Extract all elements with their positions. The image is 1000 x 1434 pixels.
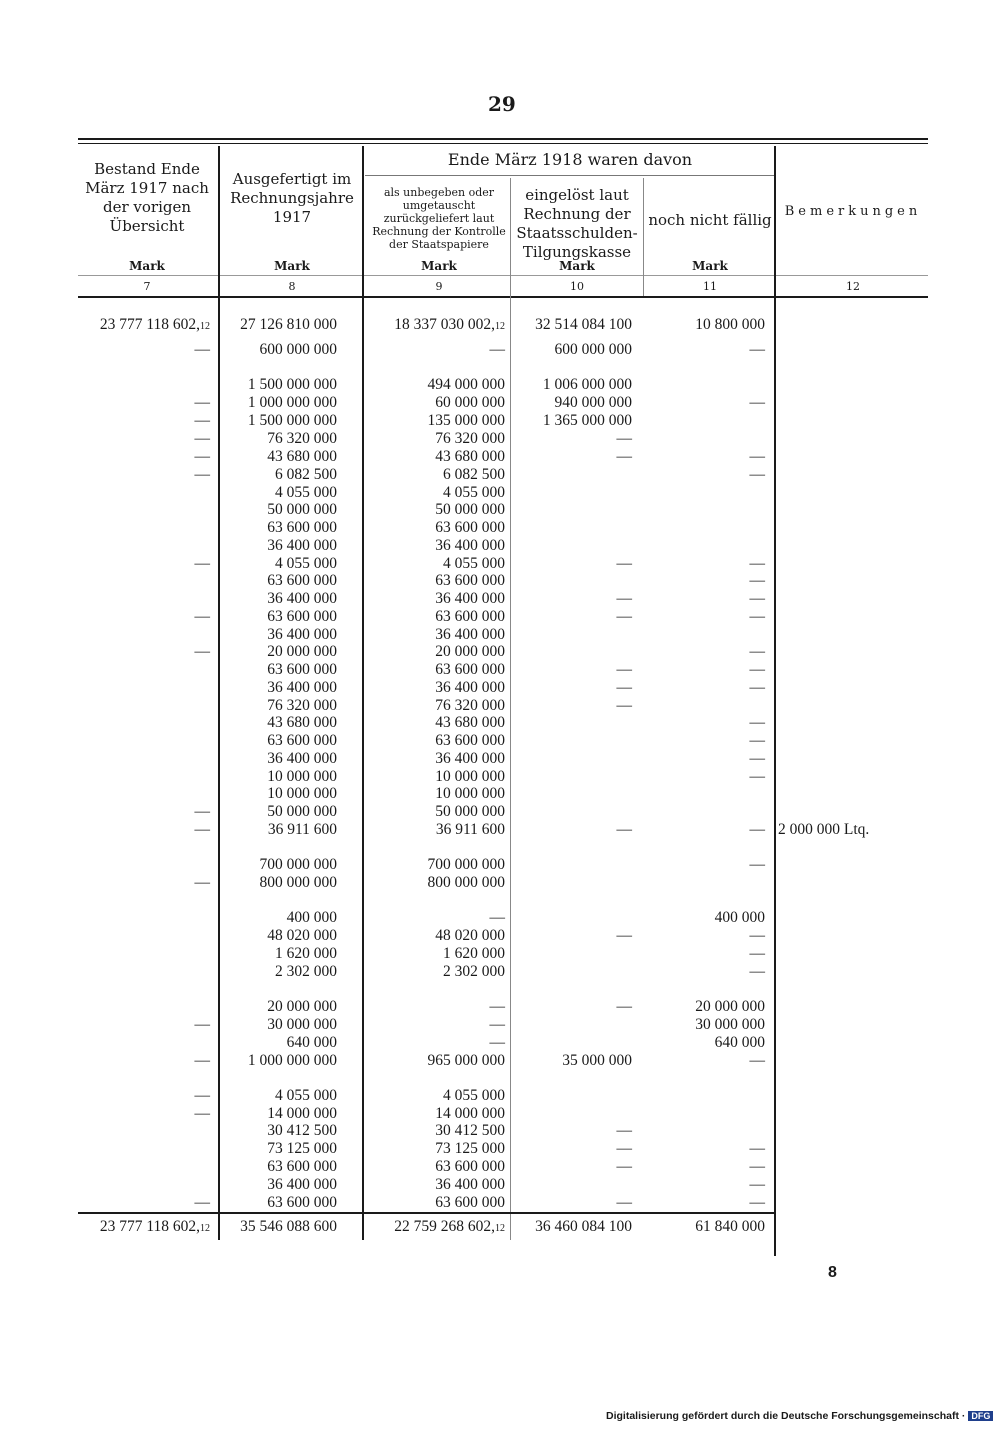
cell-col7: 23 777 118 602,12 xyxy=(99,316,210,333)
table-row xyxy=(0,927,1000,945)
cell-col10: — xyxy=(616,608,632,625)
header-col9: als unbegeben oder umgetauscht zurückgeliefert laut Rechnung der Kontrolle der Staatspapiere xyxy=(372,186,506,251)
cell-col7: — xyxy=(194,874,210,891)
cell-col9: 63 600 000 xyxy=(435,1158,505,1175)
vrule-10-11 xyxy=(643,178,644,296)
signature-number: 8 xyxy=(828,1264,837,1281)
cell-col9: 36 400 000 xyxy=(435,1176,505,1193)
cell-col10: — xyxy=(616,697,632,714)
cell-col9: 4 055 000 xyxy=(443,555,505,572)
cell-col9: — xyxy=(489,1034,505,1051)
cell-col8: 4 055 000 xyxy=(275,555,337,572)
cell-col9: 63 600 000 xyxy=(435,1194,505,1211)
table-row xyxy=(0,803,1000,821)
table-row xyxy=(0,856,1000,874)
table-row xyxy=(0,341,1000,359)
cell-col8: 1 500 000 000 xyxy=(247,412,337,429)
cell-col8: 20 000 000 xyxy=(267,643,337,660)
cell-col9: 20 000 000 xyxy=(435,643,505,660)
cell-col8: 10 000 000 xyxy=(267,768,337,785)
cell-col11: — xyxy=(749,1194,765,1211)
table-row xyxy=(0,963,1000,981)
cell-col8: 36 911 600 xyxy=(267,821,337,838)
cell-col11: — xyxy=(749,1158,765,1175)
cell-col11: 20 000 000 xyxy=(695,998,765,1015)
cell-col8: 1 000 000 000 xyxy=(247,394,337,411)
cell-col8: 76 320 000 xyxy=(267,430,337,447)
cell-col9: — xyxy=(489,998,505,1015)
table-row xyxy=(0,998,1000,1016)
cell-col8: 4 055 000 xyxy=(275,484,337,501)
unit-col9: Mark xyxy=(421,259,457,273)
header-rule xyxy=(78,296,928,298)
cell-col8: 2 302 000 xyxy=(275,963,337,980)
table-row xyxy=(0,316,1000,334)
cell-col8: 700 000 000 xyxy=(259,856,337,873)
cell-col10: — xyxy=(616,1158,632,1175)
cell-col8: 63 600 000 xyxy=(267,572,337,589)
cell-col9: — xyxy=(489,1016,505,1033)
table-row xyxy=(0,519,1000,537)
cell-col7: — xyxy=(194,821,210,838)
cell-col9: 700 000 000 xyxy=(427,856,505,873)
total-col10: 36 460 084 100 xyxy=(535,1218,632,1235)
table-row xyxy=(0,1176,1000,1194)
table-row xyxy=(0,1194,1000,1212)
top-rule-thin xyxy=(78,143,928,144)
cell-col11: 30 000 000 xyxy=(695,1016,765,1033)
table-row xyxy=(0,394,1000,412)
cell-col9: 36 400 000 xyxy=(435,750,505,767)
cell-col11: — xyxy=(749,1140,765,1157)
cell-col7: — xyxy=(194,643,210,660)
table-row xyxy=(0,537,1000,555)
cell-col8: 36 400 000 xyxy=(267,590,337,607)
cell-col11: — xyxy=(749,732,765,749)
cell-col8: 400 000 xyxy=(286,909,337,926)
cell-col8: 27 126 810 000 xyxy=(240,316,337,333)
table-row xyxy=(0,430,1000,448)
unit-col11: Mark xyxy=(692,259,728,273)
cell-col8: 50 000 000 xyxy=(267,501,337,518)
cell-col7: — xyxy=(194,555,210,572)
colno-7: 7 xyxy=(143,280,151,293)
cell-col8: 63 600 000 xyxy=(267,519,337,536)
cell-col11: — xyxy=(749,555,765,572)
cell-col9: 494 000 000 xyxy=(427,376,505,393)
cell-col7: — xyxy=(194,430,210,447)
cell-col8: 48 020 000 xyxy=(267,927,337,944)
cell-col9: 43 680 000 xyxy=(435,448,505,465)
table-row xyxy=(0,376,1000,394)
cell-col11: — xyxy=(749,448,765,465)
header-group: Ende März 1918 waren davon xyxy=(447,150,693,169)
table-row xyxy=(0,714,1000,732)
cell-col11: — xyxy=(749,643,765,660)
table-row xyxy=(0,608,1000,626)
table-row xyxy=(0,1158,1000,1176)
cell-col9: — xyxy=(489,909,505,926)
table-row xyxy=(0,501,1000,519)
table-row xyxy=(0,643,1000,661)
cell-col11: — xyxy=(749,768,765,785)
cell-col7: — xyxy=(194,1052,210,1069)
table-row xyxy=(0,661,1000,679)
cell-col7: — xyxy=(194,466,210,483)
table-row xyxy=(0,1016,1000,1034)
cell-col10: — xyxy=(616,590,632,607)
cell-col9: 14 000 000 xyxy=(435,1105,505,1122)
page-number: 29 xyxy=(488,92,516,116)
cell-col9: 73 125 000 xyxy=(435,1140,505,1157)
total-col11: 61 840 000 xyxy=(695,1218,765,1235)
cell-col8: 30 000 000 xyxy=(267,1016,337,1033)
cell-col9: 60 000 000 xyxy=(435,394,505,411)
cell-col9: 36 400 000 xyxy=(435,679,505,696)
cell-col10: — xyxy=(616,1194,632,1211)
cell-col9: 30 412 500 xyxy=(435,1122,505,1139)
header-col8: Ausgefertigt im Rechnungsjahre 1917 xyxy=(230,170,354,226)
cell-col8: 20 000 000 xyxy=(267,998,337,1015)
cell-col10: — xyxy=(616,1122,632,1139)
cell-col11: — xyxy=(749,590,765,607)
cell-col8: 800 000 000 xyxy=(259,874,337,891)
cell-col11: — xyxy=(749,394,765,411)
table-row xyxy=(0,1034,1000,1052)
cell-col10: — xyxy=(616,821,632,838)
table-row xyxy=(0,1052,1000,1070)
cell-col9: 36 911 600 xyxy=(435,821,505,838)
cell-col8: 43 680 000 xyxy=(267,714,337,731)
colno-8: 8 xyxy=(288,280,296,293)
cell-col7: — xyxy=(194,1105,210,1122)
cell-col8: 36 400 000 xyxy=(267,626,337,643)
cell-col8: 36 400 000 xyxy=(267,750,337,767)
table-row xyxy=(0,697,1000,715)
table-row xyxy=(0,821,1000,839)
cell-col7: — xyxy=(194,341,210,358)
cell-col10: 1 365 000 000 xyxy=(542,412,632,429)
cell-col8: 63 600 000 xyxy=(267,661,337,678)
cell-col8: 14 000 000 xyxy=(267,1105,337,1122)
cell-col11: — xyxy=(749,945,765,962)
total-col9: 22 759 268 602,12 xyxy=(394,1218,505,1235)
cell-col8: 63 600 000 xyxy=(267,608,337,625)
table-row xyxy=(0,785,1000,803)
table-row xyxy=(0,1140,1000,1158)
table-row xyxy=(0,1105,1000,1123)
cell-col10: 940 000 000 xyxy=(554,394,632,411)
unit-col7: Mark xyxy=(129,259,165,273)
cell-col9: 63 600 000 xyxy=(435,661,505,678)
cell-col9: 63 600 000 xyxy=(435,572,505,589)
cell-col8: 36 400 000 xyxy=(267,537,337,554)
cell-col9: 2 302 000 xyxy=(443,963,505,980)
cell-col10: — xyxy=(616,430,632,447)
cell-col9: 36 400 000 xyxy=(435,590,505,607)
cell-col9: 10 000 000 xyxy=(435,785,505,802)
cell-col9: 800 000 000 xyxy=(427,874,505,891)
cell-col8: 63 600 000 xyxy=(267,1158,337,1175)
cell-col10: 32 514 084 100 xyxy=(535,316,632,333)
table-row xyxy=(0,448,1000,466)
cell-col8: 30 412 500 xyxy=(267,1122,337,1139)
cell-col11: — xyxy=(749,608,765,625)
cell-col9: 76 320 000 xyxy=(435,430,505,447)
cell-col10: — xyxy=(616,661,632,678)
table-row xyxy=(0,1087,1000,1105)
cell-col11: — xyxy=(749,963,765,980)
cell-col11: 10 800 000 xyxy=(695,316,765,333)
cell-col10: — xyxy=(616,1140,632,1157)
totals-rule xyxy=(78,1212,776,1214)
cell-col11: — xyxy=(749,927,765,944)
table-row xyxy=(0,732,1000,750)
top-rule xyxy=(78,138,928,140)
table-row xyxy=(0,412,1000,430)
cell-col7: — xyxy=(194,394,210,411)
cell-col8: 50 000 000 xyxy=(267,803,337,820)
cell-col8: 76 320 000 xyxy=(267,697,337,714)
colno-9: 9 xyxy=(435,280,443,293)
cell-col8: 1 000 000 000 xyxy=(247,1052,337,1069)
colno-10: 10 xyxy=(570,280,584,293)
header-col7: Bestand Ende März 1917 nach der vorigen Übersicht xyxy=(85,160,209,235)
cell-col8: 6 082 500 xyxy=(275,466,337,483)
header-col12: Bemerkungen xyxy=(784,204,922,219)
cell-col8: 63 600 000 xyxy=(267,732,337,749)
cell-col11: — xyxy=(749,466,765,483)
cell-col11: — xyxy=(749,821,765,838)
total-col8: 35 546 088 600 xyxy=(240,1218,337,1235)
cell-col8: 36 400 000 xyxy=(267,1176,337,1193)
cell-col9: 50 000 000 xyxy=(435,501,505,518)
cell-col9: 18 337 030 002,12 xyxy=(394,316,505,333)
table-row xyxy=(0,555,1000,573)
table-row xyxy=(0,874,1000,892)
header-col10: eingelöst laut Rechnung der Staatsschulden-Tilgungskasse xyxy=(516,186,638,261)
cell-col7: — xyxy=(194,1194,210,1211)
cell-col8: 1 620 000 xyxy=(275,945,337,962)
cell-col8: 63 600 000 xyxy=(267,1194,337,1211)
cell-col12: 2 000 000 Ltq. xyxy=(778,821,870,838)
cell-col8: 43 680 000 xyxy=(267,448,337,465)
cell-col9: 48 020 000 xyxy=(435,927,505,944)
cell-col7: — xyxy=(194,1087,210,1104)
cell-col8: 4 055 000 xyxy=(275,1087,337,1104)
totals-row xyxy=(0,1218,1000,1236)
total-col7: 23 777 118 602,12 xyxy=(99,1218,210,1235)
cell-col7: — xyxy=(194,448,210,465)
table-row xyxy=(0,466,1000,484)
cell-col7: — xyxy=(194,803,210,820)
table-row xyxy=(0,945,1000,963)
cell-col8: 640 000 xyxy=(286,1034,337,1051)
cell-col11: — xyxy=(749,1176,765,1193)
table-row xyxy=(0,572,1000,590)
cell-col10: — xyxy=(616,448,632,465)
cell-col10: — xyxy=(616,555,632,572)
cell-col11: — xyxy=(749,679,765,696)
cell-col11: — xyxy=(749,750,765,767)
cell-col10: 600 000 000 xyxy=(554,341,632,358)
cell-col9: 10 000 000 xyxy=(435,768,505,785)
dfg-logo: DFG xyxy=(968,1411,993,1421)
cell-col11: — xyxy=(749,572,765,589)
cell-col9: 4 055 000 xyxy=(443,1087,505,1104)
table-row xyxy=(0,750,1000,768)
table-row xyxy=(0,909,1000,927)
cell-col11: 640 000 xyxy=(714,1034,765,1051)
colno-12: 12 xyxy=(846,280,860,293)
unit-rule xyxy=(78,275,928,276)
unit-col10: Mark xyxy=(559,259,595,273)
cell-col7: — xyxy=(194,412,210,429)
cell-col9: 4 055 000 xyxy=(443,484,505,501)
cell-col10: — xyxy=(616,998,632,1015)
cell-col9: 965 000 000 xyxy=(427,1052,505,1069)
cell-col9: 63 600 000 xyxy=(435,519,505,536)
cell-col11: 400 000 xyxy=(714,909,765,926)
group-rule xyxy=(365,175,775,176)
cell-col11: — xyxy=(749,856,765,873)
cell-col8: 600 000 000 xyxy=(259,341,337,358)
cell-col9: 135 000 000 xyxy=(427,412,505,429)
cell-col9: — xyxy=(489,341,505,358)
cell-col11: — xyxy=(749,714,765,731)
cell-col9: 36 400 000 xyxy=(435,537,505,554)
cell-col8: 10 000 000 xyxy=(267,785,337,802)
cell-col11: — xyxy=(749,661,765,678)
cell-col7: — xyxy=(194,1016,210,1033)
header-col11: noch nicht fällig xyxy=(648,211,772,229)
cell-col9: 76 320 000 xyxy=(435,697,505,714)
cell-col9: 1 620 000 xyxy=(443,945,505,962)
cell-col10: — xyxy=(616,679,632,696)
table-row xyxy=(0,679,1000,697)
unit-col8: Mark xyxy=(274,259,310,273)
cell-col9: 6 082 500 xyxy=(443,466,505,483)
table-row xyxy=(0,590,1000,608)
table-row xyxy=(0,768,1000,786)
cell-col8: 36 400 000 xyxy=(267,679,337,696)
cell-col10: 1 006 000 000 xyxy=(542,376,632,393)
cell-col9: 43 680 000 xyxy=(435,714,505,731)
cell-col8: 73 125 000 xyxy=(267,1140,337,1157)
table-row xyxy=(0,1122,1000,1140)
table-row xyxy=(0,626,1000,644)
cell-col9: 63 600 000 xyxy=(435,732,505,749)
cell-col9: 50 000 000 xyxy=(435,803,505,820)
table-row xyxy=(0,484,1000,502)
colno-11: 11 xyxy=(703,280,717,293)
cell-col7: — xyxy=(194,608,210,625)
cell-col11: — xyxy=(749,1052,765,1069)
cell-col10: 35 000 000 xyxy=(562,1052,632,1069)
cell-col9: 63 600 000 xyxy=(435,608,505,625)
cell-col11: — xyxy=(749,341,765,358)
dfg-credit: Digitalisierung gefördert durch die Deutsche Forschungsgemeinschaft · DFG xyxy=(606,1410,993,1422)
cell-col8: 1 500 000 000 xyxy=(247,376,337,393)
cell-col9: 36 400 000 xyxy=(435,626,505,643)
cell-col10: — xyxy=(616,927,632,944)
